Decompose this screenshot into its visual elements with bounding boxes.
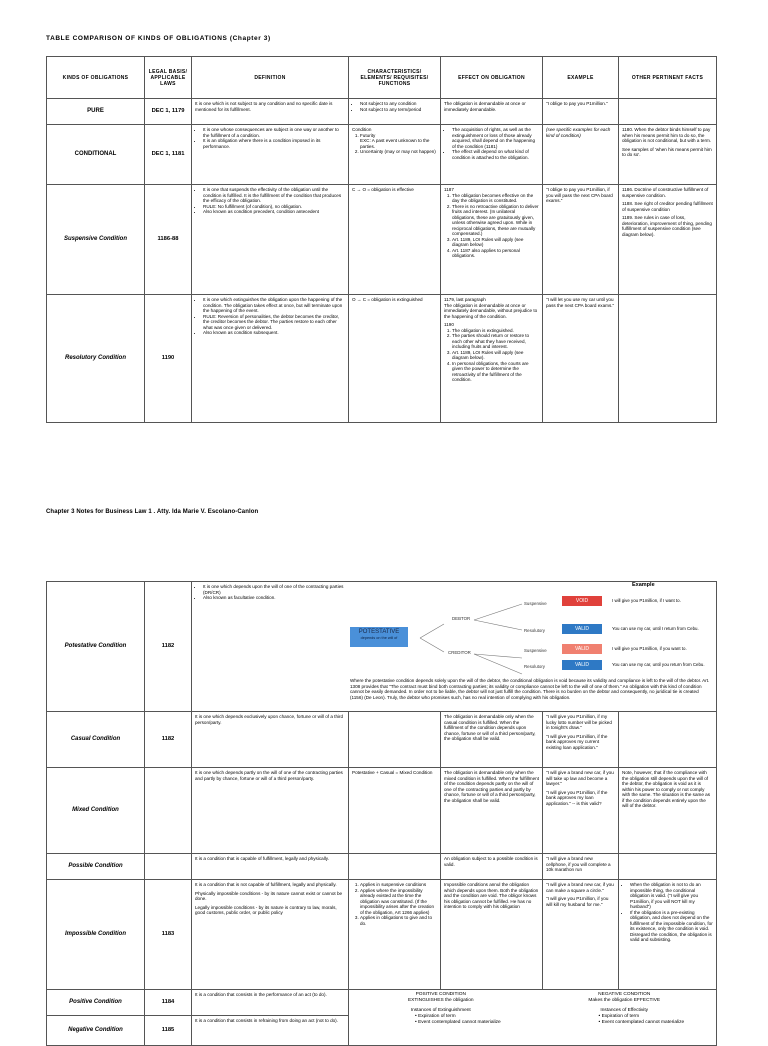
table-row-suspensive bbox=[47, 185, 717, 295]
kind-name: Resolutory Condition bbox=[47, 295, 145, 423]
effect-cell: The obligation is demandable only when the mixed condition is fulfilled. When the fulfillment of the condition depends partly on the will of one of the contracting parties and partly by chance, fortune or will of a third person/party, the obligation shall be valid. bbox=[441, 768, 543, 854]
kind-name: Potestative Condition bbox=[47, 582, 145, 712]
char-heading: Condition bbox=[352, 127, 372, 132]
characteristics-cell: Potestative + Casual = Mixed Condition bbox=[349, 768, 441, 854]
list-item: • Not subject to any condition bbox=[360, 101, 437, 107]
table-row-possible bbox=[47, 854, 717, 880]
debtor-label: DEBTOR bbox=[452, 616, 471, 621]
legal-basis bbox=[145, 768, 192, 854]
effect-cell: 1179, last paragraph The obligation is demandable at once or immediately demandable, without prejudice to the happening of the condition. 1190 1. The obligation is extinguished. 2. The parties should return or restore to each other what they have received, including fruits and interest. 3. Art. 1189, LOI Rules will apply (see diagram below). 4. In personal obligations, the courts are given the power to determine the retroactivity of the fulfillment of the condition. bbox=[441, 295, 543, 423]
list-item: 1. Futurity EXC: A past event unknown to the parties. bbox=[360, 133, 437, 150]
list-item: • It is one whose consequences are subject in one way or another to the fulfillment of a condition. bbox=[203, 127, 345, 138]
other-cell bbox=[619, 880, 717, 990]
valid-badge: VALID bbox=[562, 660, 602, 670]
list-item: 3. Art. 1189, LOI Rules will apply (see diagram below). bbox=[452, 350, 539, 361]
list-item: 2. The parties should return or restore to each other what they have received, including fruits and interest. bbox=[452, 333, 539, 350]
kind-name: Mixed Condition bbox=[47, 768, 145, 854]
definition-cell bbox=[192, 185, 349, 295]
definition-cell: It is one which is not subject to any condition and no specific date is mentioned for its fulfillment. bbox=[192, 99, 349, 125]
potestative-diagram bbox=[192, 582, 716, 678]
positive-negative-comparison bbox=[349, 990, 717, 1046]
header-other: OTHER PERTINENT FACTS bbox=[619, 57, 717, 99]
definition-cell: It is one which depends exclusively upon chance, fortune or will of a third person/party. bbox=[192, 712, 349, 768]
other-cell bbox=[619, 295, 717, 423]
list-item: 4. In personal obligations, the courts are given the power to determine the retroactivity of the fulfillment of the condition. bbox=[452, 361, 539, 383]
list-item: • It is one which extinguishes the obligation upon the happening of the condition. The obligation takes effect at once, but will terminate upon the happening of the event. bbox=[203, 297, 345, 314]
kind-name: PURE bbox=[47, 99, 145, 125]
legal-basis: 1182 bbox=[145, 712, 192, 768]
legal-basis: DEC 1, 1181 bbox=[145, 125, 192, 185]
characteristics-cell bbox=[349, 880, 441, 990]
page-footer: Chapter 3 Notes for Business Law 1 . Atty. Ida Marie V. Escolano-Canlon bbox=[46, 509, 259, 515]
example-cell: "I oblige to pay you P1million." bbox=[543, 99, 619, 125]
suspensive-label: Suspensive bbox=[524, 648, 547, 653]
effect-cell: An obligation subject to a possible condition is valid. bbox=[441, 854, 543, 880]
kind-name: Suspensive Condition bbox=[47, 185, 145, 295]
list-item: • Also known as condition subsequent. bbox=[203, 330, 345, 336]
list-item: • RULE: No fulfillment (of condition), no obligation. bbox=[203, 204, 345, 210]
characteristics-cell bbox=[349, 99, 441, 125]
legal-basis: DEC 1, 1179 bbox=[145, 99, 192, 125]
list-item: 3. Art. 1189, LOI Rules will apply (see diagram below) bbox=[452, 237, 539, 248]
header-example: EXAMPLE bbox=[543, 57, 619, 99]
list-item: • The effect will depend on what kind of condition is attached to the obligation. bbox=[452, 149, 539, 160]
legal-basis: 1184 bbox=[145, 990, 192, 1016]
potestative-note: Where the potestative condition depends solely upon the will of the debtor, the conditional obligation is void because its validity and compliance is left to the will of the debtor. Art. 1308 provides that "The contract must bind both contracting parties; its validity or compliance cannot be left to the will of one of them." An obligation with this kind of condition cannot be easily demanded. In order not to be liable, the debtor will not just fulfill the condition. There is no burden on the debtor and consequently, no juridical tie is created (1156) (De Leon). Truly, the debtor who promises such, has no real intention of complying with his obligation. bbox=[350, 678, 710, 700]
legal-basis bbox=[145, 854, 192, 880]
definition-cell bbox=[192, 125, 349, 185]
list-item: • The acquisition of rights, as well as the extinguishment or loss of those already acquired, shall depend on the happening of the condition (1181) bbox=[452, 127, 539, 149]
potestative-content-cell bbox=[192, 582, 717, 712]
legal-basis: 1185 bbox=[145, 1016, 192, 1046]
definition-cell: It is a condition that is not capable of fulfillment, legally and physically. Physically impossible conditions - by its nature cannot exist or cannot be done. Legally impossible conditions - by its nature is contrary to law, morals, good customs, public order, or public policy bbox=[192, 880, 349, 990]
effect-cell: The obligation is demandable only when the casual condition is fulfilled. When the fulfillment of the condition depends upon chance, fortune or will of a third person/party, the obligation shall be valid. bbox=[441, 712, 543, 768]
list-item: 1. The obligation is extinguished. bbox=[452, 328, 539, 334]
table-row-casual bbox=[47, 712, 717, 768]
other-cell: 1186. Doctrine of constructive fulfillment of suspensive condition. 1188. See right of creditor pending fulfillment of suspensive condition 1189. See rules in case of loss, deterioration, improvement of thing, pending fulfillment of suspensive condition (see diagram below). bbox=[619, 185, 717, 295]
table-row-conditional bbox=[47, 125, 717, 185]
kind-name: Positive Condition bbox=[47, 990, 145, 1016]
example-cell: "I will give you P1million, if my lucky lotto number will be picked in tonight's draw." "I will give you P1million, if the bank approves my current existing loan application." bbox=[543, 712, 619, 768]
example-cell: "I will give a brand new cellphone, if you will complete a 10k marathon run bbox=[543, 854, 619, 880]
definition-cell: It is one which depends partly on the will of one of the contracting parties and partly by chance, fortune or will of a third person/party. bbox=[192, 768, 349, 854]
list-item: • It is an obligation where there is a condition imposed in its performance. bbox=[203, 138, 345, 149]
document-title: TABLE COMPARISON OF KINDS OF OBLIGATIONS (Chapter 3) bbox=[46, 35, 271, 42]
diagram-example: You can use my car, until you return from Cebu. bbox=[612, 662, 705, 667]
legal-basis: 1182 bbox=[145, 582, 192, 712]
list-item: 1. Applies in suspensive conditions bbox=[360, 882, 437, 888]
table-row-positive bbox=[47, 990, 717, 1016]
list-item: 2. Uncertainty (may or may not happen) bbox=[360, 149, 437, 155]
table-row-pure bbox=[47, 99, 717, 125]
characteristics-cell bbox=[349, 854, 441, 880]
list-item: • It is one which depends upon the will of one of the contracting parties (DR/CR) bbox=[203, 584, 347, 595]
void-badge: VOID bbox=[562, 596, 602, 606]
other-cell: 1180. When the debtor binds himself to pay when his means permit him to do so, the obligation is not conditional, but with a term. See samples of 'when his means permit him to do so'. bbox=[619, 125, 717, 185]
legal-basis: 1190 bbox=[145, 295, 192, 423]
potestative-box: POTESTATIVE depends on the will of bbox=[350, 627, 408, 647]
creditor-label: CREDITOR bbox=[448, 650, 471, 655]
example-cell: (see specific examples for each kind of condition) bbox=[543, 125, 619, 185]
header-kind: KINDS OF OBLIGATIONS bbox=[47, 57, 145, 99]
legal-basis: 1183 bbox=[145, 880, 192, 990]
effect-cell: The obligation is demandable at once or immediately demandable. bbox=[441, 99, 543, 125]
example-cell: "I will give a brand new car, if you will take up law and become a lawyer." "I will give you P1million, if the bank approves my loan application." -- is this valid? bbox=[543, 768, 619, 854]
diagram-example: I will give you P1million, if I want to. bbox=[612, 598, 681, 603]
list-item: • Also known as facultative condition. bbox=[203, 595, 347, 601]
characteristics-cell bbox=[349, 712, 441, 768]
diagram-example-title: Example bbox=[632, 582, 655, 588]
list-item: • It is one that suspends the effectivity of the obligation until the condition is fulfilled. It is the fulfillment of the condition that produces the efficacy of the obligation. bbox=[203, 187, 345, 204]
definition-cell bbox=[192, 295, 349, 423]
table-row-potestative bbox=[47, 582, 717, 712]
list-item: • When the obligation is not to do an impossible thing, the conditional obligation is valid. ("I will give you P1million, if you will NOT kill my husband") bbox=[630, 882, 713, 910]
other-cell bbox=[619, 712, 717, 768]
valid-badge: VALID bbox=[562, 644, 602, 654]
header-characteristics: CHARACTERISTICS/ ELEMENTS/ REQUISITES/ FUNCTIONS bbox=[349, 57, 441, 99]
characteristics-cell: O → C = obligation is extinguished bbox=[349, 295, 441, 423]
obligations-table-top bbox=[46, 56, 717, 423]
list-item: 3. Applies in obligations to give and to do. bbox=[360, 915, 437, 926]
valid-badge: VALID bbox=[562, 624, 602, 634]
list-item: • RULE: Reversion of personalities, the debtor becomes the creditor, the creditor becomes the debtor. The parties restore to each other what was once given or delivered. bbox=[203, 314, 345, 331]
table-row-impossible bbox=[47, 880, 717, 990]
list-item: • If the obligation is a pre-existing obligation, and does not depend on the fulfillment of the impossible condition, for its existence, only the condition is void. Disregard the condition, the obligation is valid and subsisting. bbox=[630, 910, 713, 943]
resolutory-label: Resolutory bbox=[524, 628, 545, 633]
list-item: 2. Applies where the impossibility already existed at the time the obligation was constituted. (If the impossibility arises after the creation of the obligation, Art 1266 applies) bbox=[360, 888, 437, 916]
kind-name: Possible Condition bbox=[47, 854, 145, 880]
resolutory-label: Resolutory bbox=[524, 664, 545, 669]
effect-cell: 1187 1. The obligation becomes effective on the day the obligation is constituted. 2. There is no retroactive obligation to deliver fruits and interest. (In unilateral obligations, these are gratuitously given, unless otherwise agreed upon. While in reciprocal obligations, these are mutually compensated.) 3. Art. 1189, LOI Rules will apply (see diagram below) 4. Art. 1187 also applies to personal obligations. bbox=[441, 185, 543, 295]
characteristics-cell: C → O = obligation is effective bbox=[349, 185, 441, 295]
list-item: 2. There is no retroactive obligation to deliver fruits and interest. (In unilateral obligations, these are gratuitously given, unless otherwise agreed upon. While in reciprocal obligations, these are mutually compensated.) bbox=[452, 204, 539, 237]
characteristics-cell bbox=[349, 125, 441, 185]
obligations-table-bottom bbox=[46, 581, 717, 1046]
diagram-example: You can use my car, until I return from Cebu. bbox=[612, 626, 699, 631]
suspensive-label: Suspensive bbox=[524, 601, 547, 606]
kind-name: Impossible Condition bbox=[47, 880, 145, 990]
diagram-example: I will give you P1million, if you want to. bbox=[612, 646, 687, 651]
table-row-resolutory bbox=[47, 295, 717, 423]
kind-name: CONDITIONAL bbox=[47, 125, 145, 185]
definition-cell: It is a condition that consists in the performance of an act (to do). bbox=[192, 990, 349, 1016]
effect-cell bbox=[441, 125, 543, 185]
effect-cell: Impossible conditions annul the obligation which depends upon them. Both the obligation and the condition are void. The obligor knows his obligation cannot be fulfilled. He has no intention to comply with his obligation bbox=[441, 880, 543, 990]
list-item: 4. Art. 1187 also applies to personal obligations. bbox=[452, 248, 539, 259]
definition-cell: It is a condition that consists in refraining from doing an act (not to do). bbox=[192, 1016, 349, 1046]
list-item: • Not subject to any term/period bbox=[360, 107, 437, 113]
header-basis: LEGAL BASIS/ APPLICABLE LAWS bbox=[145, 57, 192, 99]
example-cell: "I will give a brand new car, if you can make a square a circle." "I will give you P1million, if you will kill my husband for me." bbox=[543, 880, 619, 990]
header-definition: DEFINITION bbox=[192, 57, 349, 99]
header-effect: EFFECT ON OBLIGATION bbox=[441, 57, 543, 99]
list-item: • Also known as condition precedent, condition antecedent bbox=[203, 209, 345, 215]
table-row-mixed bbox=[47, 768, 717, 854]
kind-name: Casual Condition bbox=[47, 712, 145, 768]
positive-condition-block: POSITIVE CONDITION EXTINGUISHES the obligation Instances of Extinguishment • Expiration of term • Event contemplated cannot materialize bbox=[407, 992, 501, 1025]
other-cell bbox=[619, 99, 717, 125]
negative-condition-block: NEGATIVE CONDITION Makes the obligation EFFECTIVE Instances of Effectivity • Expiration of term • Event contemplated cannot materialize bbox=[588, 992, 685, 1025]
example-cell: "I oblige to pay you P1million, if you will pass the next CPA board exams." bbox=[543, 185, 619, 295]
table-header-row bbox=[47, 57, 717, 99]
example-cell: "I will let you use my car until you pass the next CPA board exams." bbox=[543, 295, 619, 423]
definition-cell: It is a condition that is capable of fulfillment, legally and physically. bbox=[192, 854, 349, 880]
other-cell: Note, however, that if the compliance with the obligation still depends upon the will of the debtor, the obligation is void as it is within his power to comply or not comply with the same. The situation is the same as if the condition depends entirely upon the will of the debtor. bbox=[619, 768, 717, 854]
list-item: 1. The obligation becomes effective on the day the obligation is constituted. bbox=[452, 193, 539, 204]
other-cell bbox=[619, 854, 717, 880]
kind-name: Negative Condition bbox=[47, 1016, 145, 1046]
legal-basis: 1186-88 bbox=[145, 185, 192, 295]
